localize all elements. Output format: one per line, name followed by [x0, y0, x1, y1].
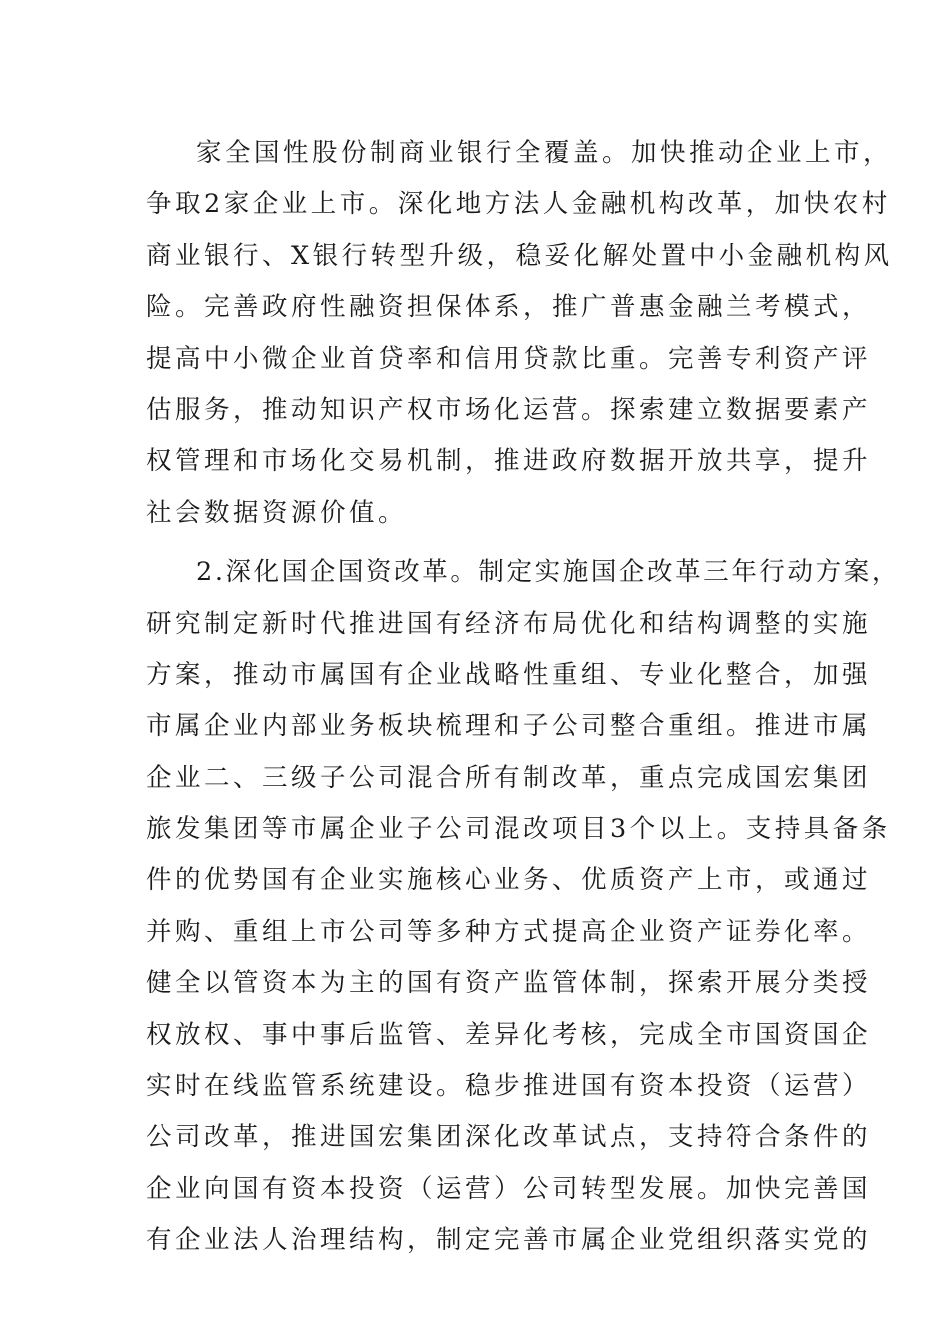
text-line: 实时在线监管系统建设。稳步推进国有资本投资（运营） — [146, 1071, 872, 1102]
text-line: 并购、重组上市公司等多种方式提高企业资产证券化率。 — [146, 916, 872, 947]
text-line: 旅发集团等市属企业子公司混改项目3个以上。支持具备条 — [146, 814, 891, 845]
text-line: 家全国性股份制商业银行全覆盖。加快推动企业上市， — [196, 138, 893, 168]
text-line: 企业二、三级子公司混合所有制改革，重点完成国宏集团 — [146, 762, 872, 793]
text-line: 社会数据资源价值。 — [146, 497, 408, 528]
text-line: 权放权、事中事后监管、差异化考核，完成全市国资国企 — [146, 1019, 872, 1050]
text-line: 公司改革，推进国宏集团深化改革试点，支持符合条件的 — [146, 1122, 872, 1153]
text-line: 险。完善政府性融资担保体系，推广普惠金融兰考模式， — [146, 292, 872, 323]
text-line: 商业银行、X银行转型升级，稳妥化解处置中小金融机构风 — [146, 240, 893, 271]
text-line: 企业向国有资本投资（运营）公司转型发展。加快完善国 — [146, 1173, 872, 1204]
text-line: 权管理和市场化交易机制，推进政府数据开放共享，提升 — [146, 446, 872, 477]
text-line: 有企业法人治理结构，制定完善市属企业党组织落实党的 — [146, 1225, 872, 1256]
text-line: 件的优势国有企业实施核心业务、优质资产上市，或通过 — [146, 865, 872, 896]
text-line: 估服务，推动知识产权市场化运营。探索建立数据要素产 — [146, 394, 872, 425]
text-line: 研究制定新时代推进国有经济布局优化和结构调整的实施 — [146, 608, 872, 639]
paragraph — [146, 547, 900, 1266]
text-line: 争取2家企业上市。深化地方法人金融机构改革，加快农村 — [146, 189, 891, 220]
text-line: 方案，推动市属国有企业战略性重组、专业化整合，加强 — [146, 659, 872, 690]
text-line: 市属企业内部业务板块梳理和子公司整合重组。推进市属 — [146, 711, 872, 742]
text-line: 健全以管资本为主的国有资产监管体制，探索开展分类授 — [146, 968, 872, 999]
text-line: 提高中小微企业首贷率和信用贷款比重。完善专利资产评 — [146, 343, 872, 374]
body-text — [146, 128, 900, 1267]
paragraph — [146, 128, 893, 539]
text-line: 2.深化国企国资改革。制定实施国企改革三年行动方案， — [196, 557, 900, 588]
